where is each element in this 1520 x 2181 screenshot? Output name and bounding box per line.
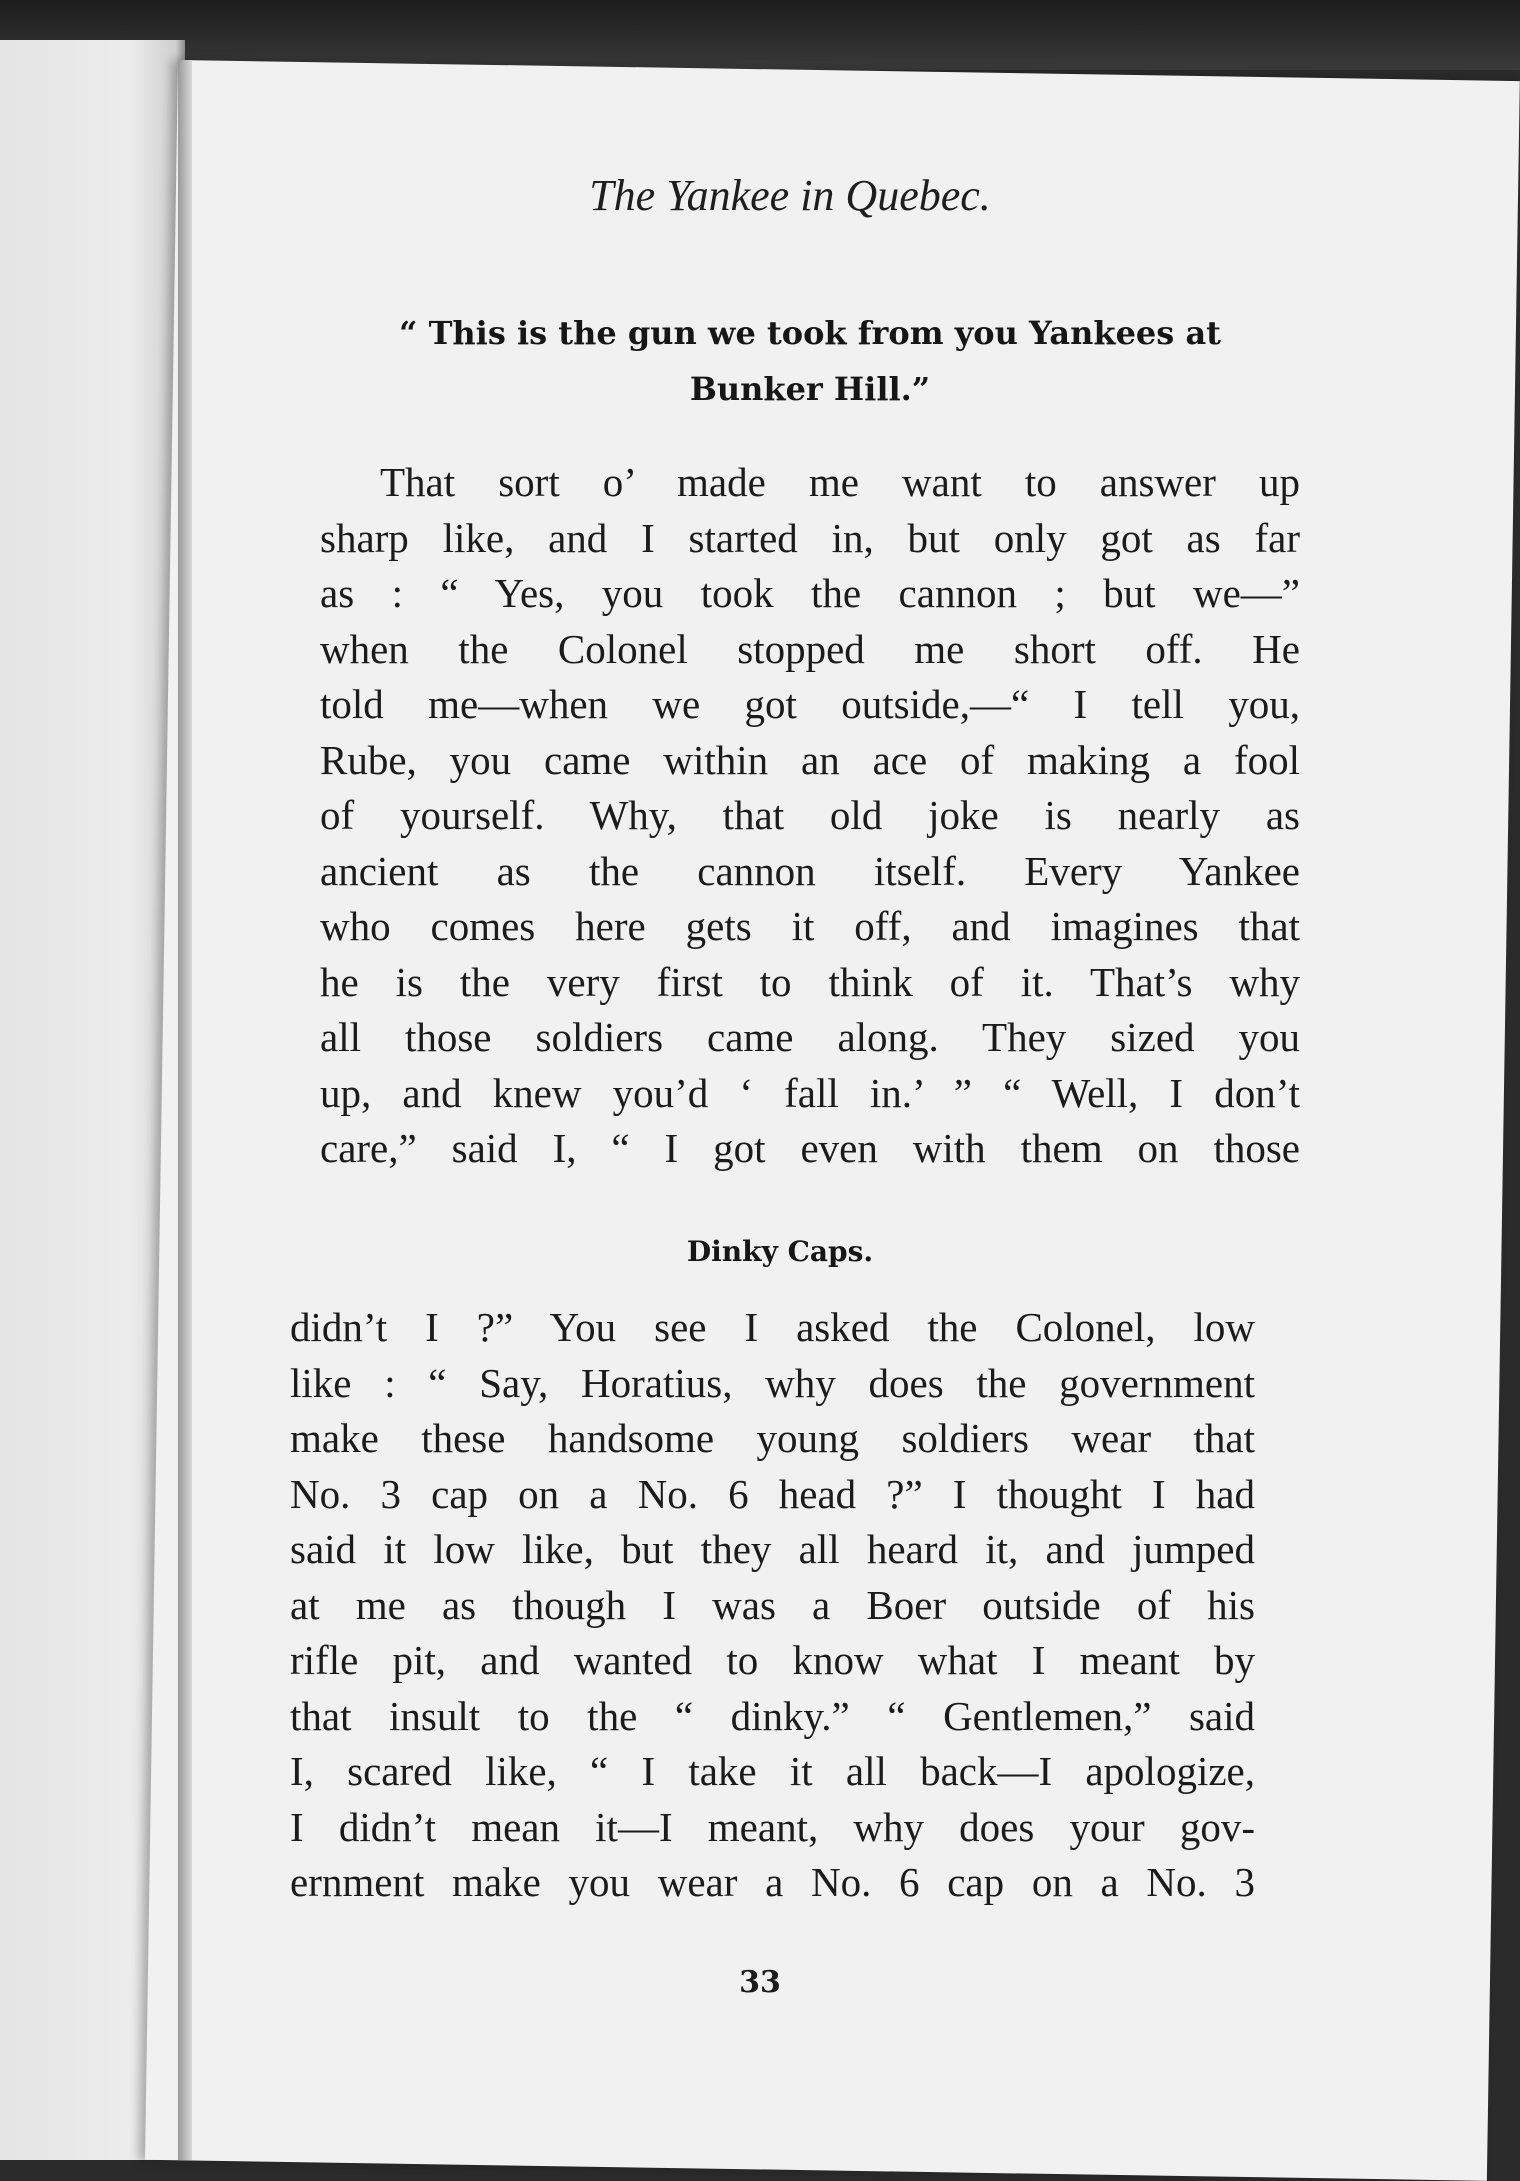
text-line: when the Colonel stopped me short off. He <box>320 625 1300 672</box>
page-number: 33 <box>739 1965 781 2000</box>
text-line: at me as though I was a Boer outside of his <box>290 1581 1255 1628</box>
text-line: didn’t I ?” You see I asked the Colonel, low <box>290 1304 1255 1350</box>
text-line: ernment make you wear a No. 6 cap on a No. 3 <box>290 1859 1255 1905</box>
text-line: told me—when we got outside,—“ I tell you, <box>320 681 1300 727</box>
text-line: make these handsome young soldiers wear that <box>290 1415 1255 1461</box>
background-top <box>0 0 1520 70</box>
text-line: all those soldiers came along. They sized you <box>320 1014 1300 1060</box>
illustration-caption-dinky-caps: Dinky Caps. <box>686 1235 874 1268</box>
text-line: rifle pit, and wanted to know what I meant by <box>290 1637 1255 1683</box>
text-line: Rube, you came within an ace of making a fool <box>320 736 1300 783</box>
text-line: sharp like, and I started in, but only got as far <box>320 514 1300 561</box>
text-line: That sort o’ made me want to answer up <box>380 459 1300 505</box>
text-line: of yourself. Why, that old joke is nearly as <box>320 792 1300 838</box>
text-line: like : “ Say, Horatius, why does the government <box>290 1359 1255 1406</box>
text-line: up, and knew you’d ‘ fall in.’ ” “ Well, I don’t <box>320 1069 1300 1116</box>
text-line: who comes here gets it off, and imagines that <box>320 903 1300 949</box>
illustration-caption: “ This is the gun we took from you Yankees at Bunker Hill.” <box>399 314 1221 408</box>
running-head: The Yankee in Quebec. <box>589 171 991 220</box>
paragraph-1 <box>320 455 1300 1177</box>
page-gutter <box>178 60 192 2160</box>
text-line: he is the very first to think of it. That’s why <box>320 958 1300 1005</box>
text-line: that insult to the “ dinky.” “ Gentlemen,” said <box>290 1692 1255 1739</box>
text-line: as : “ Yes, you took the cannon ; but we—” <box>320 570 1300 616</box>
text-line: I, scared like, “ I take it all back—I apologize, <box>290 1748 1255 1794</box>
text-line: ancient as the cannon itself. Every Yankee <box>320 847 1300 894</box>
text-line: No. 3 cap on a No. 6 head ?” I thought I had <box>290 1470 1255 1517</box>
paragraph-2 <box>290 1300 1255 1911</box>
text-line: care,” said I, “ I got even with them on those <box>320 1125 1300 1171</box>
text-line: said it low like, but they all heard it, and jumped <box>290 1526 1255 1572</box>
text-line: I didn’t mean it—I meant, why does your gov- <box>290 1803 1255 1850</box>
